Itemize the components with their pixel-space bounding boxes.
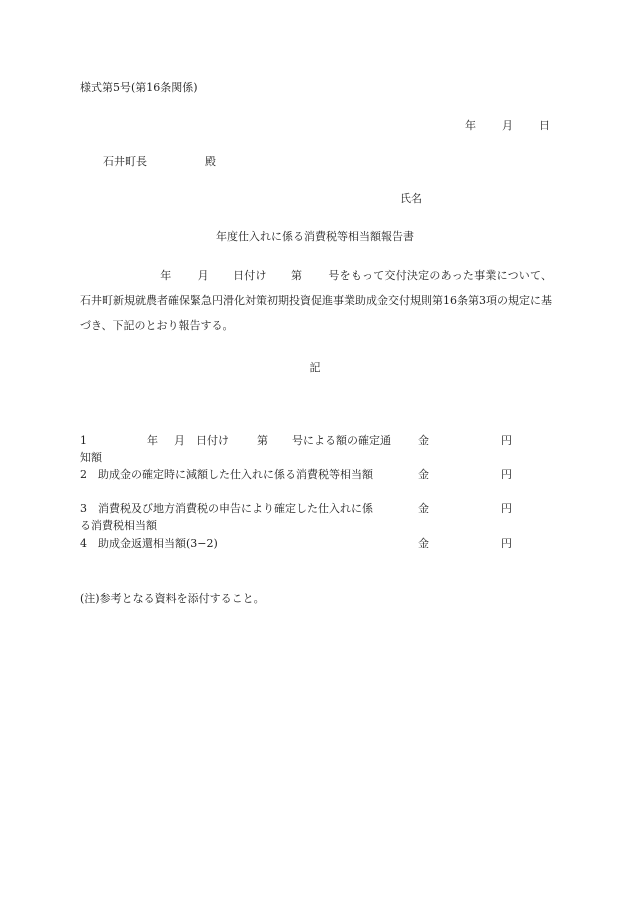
item-yen-label: 円 [501,502,512,515]
ki-heading: 記 [309,361,321,374]
date-day-label: 日 [539,119,550,132]
body-dai: 第 [290,269,303,282]
body-date-suffix: 日付け [232,269,267,282]
item-continuation: 知額 [80,451,102,464]
item-kin-label: 金 [418,434,429,447]
addressee [103,156,216,167]
item-kin-label: 金 [418,468,429,481]
document-title: 年度仕入れに係る消費税等相当額報告書 [216,230,414,243]
item-dai: 第 [257,434,268,447]
note: (注)参考となる資料を添付すること。 [80,592,265,605]
item-year: 年 [147,434,158,447]
item-yen-label: 円 [501,537,512,550]
addressee-name: 石井町長 [103,155,147,168]
body-year: 年 [160,269,172,282]
item-kin-label: 金 [418,537,429,550]
date-year-label: 年 [465,119,476,132]
date-month-label: 月 [502,119,513,132]
addressee-honorific: 殿 [205,155,216,168]
item-text: 助成金の確定時に減額した仕入れに係る消費税等相当額 [98,468,373,481]
item-number: 1 [80,434,87,447]
body-month: 月 [197,269,209,282]
form-number: 様式第5号(第16条関係) [80,81,198,94]
item-number: 2 [80,468,87,481]
body-paragraph [80,263,552,338]
item-date-suffix: 日付け [196,434,229,447]
date-line [465,120,550,131]
body-text: 号をもって交付決定のあった事業について、石井町新規就農者確保緊急円滑化対策初期投資促進事業助成金交付規則第16条第3項の規定に基づき、下記のとおり報告する。 [80,269,553,332]
item-kin-label: 金 [418,502,429,515]
item-text: 助成金返還相当額(3−2) [98,537,218,550]
item-continuation: る消費税相当額 [80,519,157,532]
item-yen-label: 円 [501,468,512,481]
item-text: 号による額の確定通 [292,434,391,447]
item-number: 3 [80,502,87,515]
item-yen-label: 円 [501,434,512,447]
item-month: 月 [174,434,185,447]
item-number: 4 [80,537,87,550]
item-text: 消費税及び地方消費税の申告により確定した仕入れに係 [98,502,373,515]
signer-name-label: 氏名 [400,192,422,205]
